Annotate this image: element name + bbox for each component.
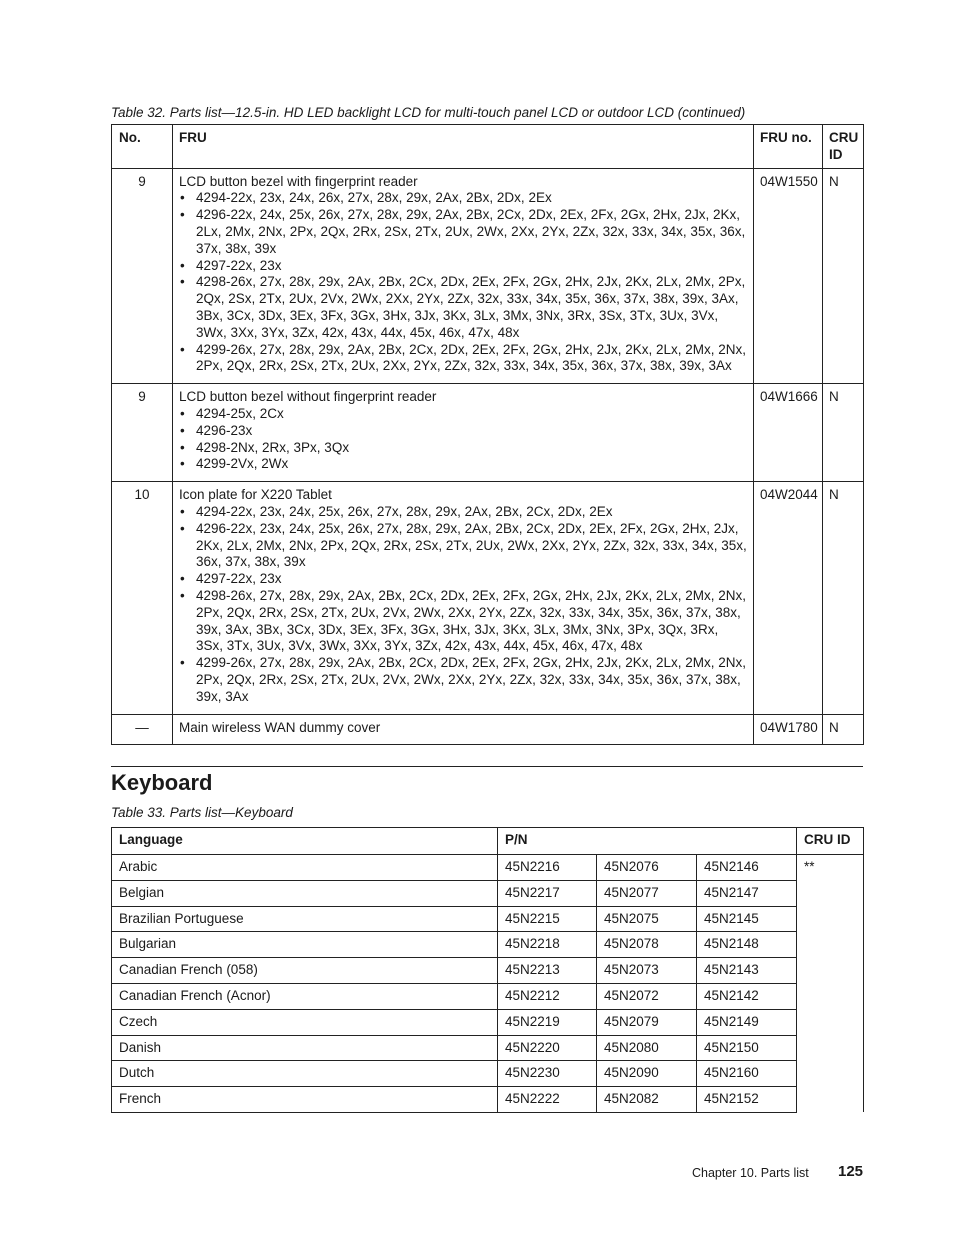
- fru-description: [173, 168, 754, 384]
- part-number: 45N2218: [498, 932, 597, 958]
- table-row: [112, 1035, 864, 1061]
- footer-chapter: Chapter 10. Parts list: [692, 1166, 809, 1180]
- part-number: 45N2216: [498, 855, 597, 881]
- part-number: 45N2219: [498, 1009, 597, 1035]
- fru-number: 04W1550: [754, 168, 823, 384]
- keyboard-language: Canadian French (058): [112, 958, 498, 984]
- fru-title: LCD button bezel with fingerprint reader: [179, 173, 418, 189]
- fru-description: [173, 384, 754, 482]
- part-number: 45N2145: [697, 906, 797, 932]
- row-number: —: [112, 714, 173, 745]
- table-row: [112, 1009, 864, 1035]
- part-number: 45N2072: [597, 983, 697, 1009]
- table-row: [112, 1061, 864, 1087]
- model-list-item: • 4294-22x, 23x, 24x, 25x, 26x, 27x, 28x, 29x, 2Ax, 2Bx, 2Cx, 2Dx, 2Ex: [179, 504, 747, 521]
- part-number: 45N2152: [697, 1087, 797, 1113]
- fru-description: [173, 714, 754, 745]
- model-list: [179, 190, 747, 375]
- model-list-item: • 4298-26x, 27x, 28x, 29x, 2Ax, 2Bx, 2Cx, 2Dx, 2Ex, 2Fx, 2Gx, 2Hx, 2Jx, 2Kx, 2Lx, 2Mx, 2Px, 2Qx, 2Sx, 2Tx, 2Ux, 2Vx, 2Wx, 2Xx, 2Yx, 2Zx, 32x, 33x, 34x, 35x, 36x, 37x, 38x, 39x, 3Ax, 3Bx, 3Cx, 3Dx, 3Ex, 3Fx, 3Gx, 3Hx, 3Jx, 3Kx, 3Lx, 3Mx, 3Nx, 3Rx, 3Sx, 3Tx, 3Ux, 3Vx, 3Wx, 3Xx, 3Yx, 3Zx, 42x, 43x, 44x, 45x, 46x, 47x, 48x: [179, 274, 747, 341]
- column-header-fru-no: FRU no.: [754, 125, 823, 169]
- model-list-item: • 4299-26x, 27x, 28x, 29x, 2Ax, 2Bx, 2Cx, 2Dx, 2Ex, 2Fx, 2Gx, 2Hx, 2Jx, 2Kx, 2Lx, 2Mx, 2Nx, 2Px, 2Qx, 2Rx, 2Sx, 2Tx, 2Ux, 2Vx, 2Wx, 2Xx, 2Yx, 2Zx, 32x, 33x, 34x, 35x, 36x, 37x, 38x, 39x, 3Ax: [179, 655, 747, 705]
- model-list-item: • 4299-26x, 27x, 28x, 29x, 2Ax, 2Bx, 2Cx, 2Dx, 2Ex, 2Fx, 2Gx, 2Hx, 2Jx, 2Kx, 2Lx, 2Mx, 2Nx, 2Px, 2Qx, 2Rx, 2Sx, 2Tx, 2Ux, 2Xx, 2Yx, 2Zx, 32x, 33x, 34x, 35x, 36x, 37x, 38x, 39x, 3Ax: [179, 342, 747, 376]
- part-number: 45N2075: [597, 906, 697, 932]
- part-number: 45N2077: [597, 880, 697, 906]
- table-row: [112, 855, 864, 881]
- part-number: 45N2079: [597, 1009, 697, 1035]
- model-list-item: • 4296-22x, 24x, 25x, 26x, 27x, 28x, 29x, 2Ax, 2Bx, 2Cx, 2Dx, 2Ex, 2Fx, 2Gx, 2Hx, 2Jx, 2Kx, 2Lx, 2Mx, 2Nx, 2Px, 2Qx, 2Rx, 2Sx, 2Tx, 2Ux, 2Wx, 2Xx, 2Yx, 2Zx, 32x, 33x, 34x, 35x, 36x, 37x, 38x, 39x: [179, 207, 747, 257]
- table-row: [112, 906, 864, 932]
- column-header-fru: FRU: [173, 125, 754, 169]
- table-row: [112, 983, 864, 1009]
- part-number: 45N2230: [498, 1061, 597, 1087]
- keyboard-parts-table: [111, 827, 864, 1113]
- part-number: 45N2222: [498, 1087, 597, 1113]
- part-number: 45N2090: [597, 1061, 697, 1087]
- part-number: 45N2147: [697, 880, 797, 906]
- keyboard-language: French: [112, 1087, 498, 1113]
- part-number: 45N2220: [498, 1035, 597, 1061]
- part-number: 45N2078: [597, 932, 697, 958]
- model-list-item: • 4294-25x, 2Cx: [179, 406, 747, 423]
- table-row: [112, 482, 864, 714]
- keyboard-language: Brazilian Portuguese: [112, 906, 498, 932]
- model-list-item: • 4298-2Nx, 2Rx, 3Px, 3Qx: [179, 440, 747, 457]
- part-number: 45N2148: [697, 932, 797, 958]
- row-number: 10: [112, 482, 173, 714]
- table-row: [112, 714, 864, 745]
- table-row: [112, 1087, 864, 1113]
- model-list-item: • 4299-2Vx, 2Wx: [179, 456, 747, 473]
- section-title-keyboard: Keyboard: [111, 770, 213, 795]
- table-32-caption: Table 32. Parts list—12.5-in. HD LED backlight LCD for multi-touch panel LCD or outdoor LCD (continued): [111, 105, 746, 120]
- table-header-row: [112, 125, 864, 169]
- cru-id: N: [823, 714, 864, 745]
- part-number: 45N2149: [697, 1009, 797, 1035]
- keyboard-language: Arabic: [112, 855, 498, 881]
- keyboard-language: Canadian French (Acnor): [112, 983, 498, 1009]
- table-row: [112, 932, 864, 958]
- column-header-pn: P/N: [498, 828, 797, 855]
- table-row: [112, 168, 864, 384]
- section-divider: [111, 766, 863, 767]
- keyboard-language: Czech: [112, 1009, 498, 1035]
- fru-number: 04W1666: [754, 384, 823, 482]
- model-list-item: • 4297-22x, 23x: [179, 571, 747, 588]
- part-number: 45N2143: [697, 958, 797, 984]
- column-header-cru-id: CRU ID: [797, 828, 864, 855]
- cru-id: N: [823, 482, 864, 714]
- row-number: 9: [112, 384, 173, 482]
- fru-title: Main wireless WAN dummy cover: [179, 719, 381, 735]
- fru-number: 04W2044: [754, 482, 823, 714]
- table-row: [112, 958, 864, 984]
- part-number: 45N2160: [697, 1061, 797, 1087]
- keyboard-parts-body: [112, 855, 864, 1113]
- part-number: 45N2212: [498, 983, 597, 1009]
- part-number: 45N2146: [697, 855, 797, 881]
- part-number: 45N2150: [697, 1035, 797, 1061]
- part-number: 45N2082: [597, 1087, 697, 1113]
- fru-title: Icon plate for X220 Tablet: [179, 487, 332, 503]
- column-header-cru-id: CRU ID: [823, 125, 864, 169]
- page-number: 125: [838, 1163, 864, 1180]
- column-header-no: No.: [112, 125, 173, 169]
- cru-id: N: [823, 168, 864, 384]
- part-number: 45N2142: [697, 983, 797, 1009]
- part-number: 45N2080: [597, 1035, 697, 1061]
- lcd-parts-body: [112, 168, 864, 745]
- lcd-parts-table: [111, 124, 864, 745]
- part-number: 45N2213: [498, 958, 597, 984]
- keyboard-language: Bulgarian: [112, 932, 498, 958]
- fru-title: LCD button bezel without fingerprint reader: [179, 389, 437, 405]
- table-33-caption: Table 33. Parts list—Keyboard: [111, 805, 293, 820]
- fru-description: [173, 482, 754, 714]
- table-row: [112, 880, 864, 906]
- fru-number: 04W1780: [754, 714, 823, 745]
- row-number: 9: [112, 168, 173, 384]
- model-list-item: • 4296-23x: [179, 423, 747, 440]
- model-list: [179, 504, 747, 706]
- model-list-item: • 4298-26x, 27x, 28x, 29x, 2Ax, 2Bx, 2Cx, 2Dx, 2Ex, 2Fx, 2Gx, 2Hx, 2Jx, 2Kx, 2Lx, 2Mx, 2Nx, 2Px, 2Qx, 2Rx, 2Sx, 2Tx, 2Ux, 2Vx, 2Wx, 2Xx, 2Yx, 2Zx, 32x, 33x, 34x, 35x, 36x, 37x, 38x, 39x, 3Ax, 3Bx, 3Cx, 3Dx, 3Ex, 3Fx, 3Gx, 3Hx, 3Jx, 3Kx, 3Lx, 3Mx, 3Nx, 3Px, 3Qx, 3Rx, 3Sx, 3Tx, 3Ux, 3Vx, 3Wx, 3Xx, 3Yx, 3Zx, 42x, 43x, 44x, 45x, 46x, 47x, 48x: [179, 588, 747, 655]
- keyboard-language: Danish: [112, 1035, 498, 1061]
- keyboard-language: Belgian: [112, 880, 498, 906]
- keyboard-language: Dutch: [112, 1061, 498, 1087]
- model-list-item: • 4294-22x, 23x, 24x, 26x, 27x, 28x, 29x, 2Ax, 2Bx, 2Dx, 2Ex: [179, 190, 747, 207]
- model-list-item: • 4296-22x, 23x, 24x, 25x, 26x, 27x, 28x, 29x, 2Ax, 2Bx, 2Cx, 2Dx, 2Ex, 2Fx, 2Gx, 2Hx, 2Jx, 2Kx, 2Lx, 2Mx, 2Nx, 2Px, 2Qx, 2Rx, 2Sx, 2Tx, 2Ux, 2Wx, 2Xx, 2Yx, 2Zx, 32x, 33x, 34x, 35x, 36x, 37x, 38x, 39x: [179, 521, 747, 571]
- part-number: 45N2215: [498, 906, 597, 932]
- model-list: [179, 406, 747, 473]
- table-header-row: [112, 828, 864, 855]
- table-row: [112, 384, 864, 482]
- part-number: 45N2076: [597, 855, 697, 881]
- part-number: 45N2073: [597, 958, 697, 984]
- part-number: 45N2217: [498, 880, 597, 906]
- cru-id: N: [823, 384, 864, 482]
- cru-id: **: [797, 855, 864, 1113]
- column-header-language: Language: [112, 828, 498, 855]
- model-list-item: • 4297-22x, 23x: [179, 258, 747, 275]
